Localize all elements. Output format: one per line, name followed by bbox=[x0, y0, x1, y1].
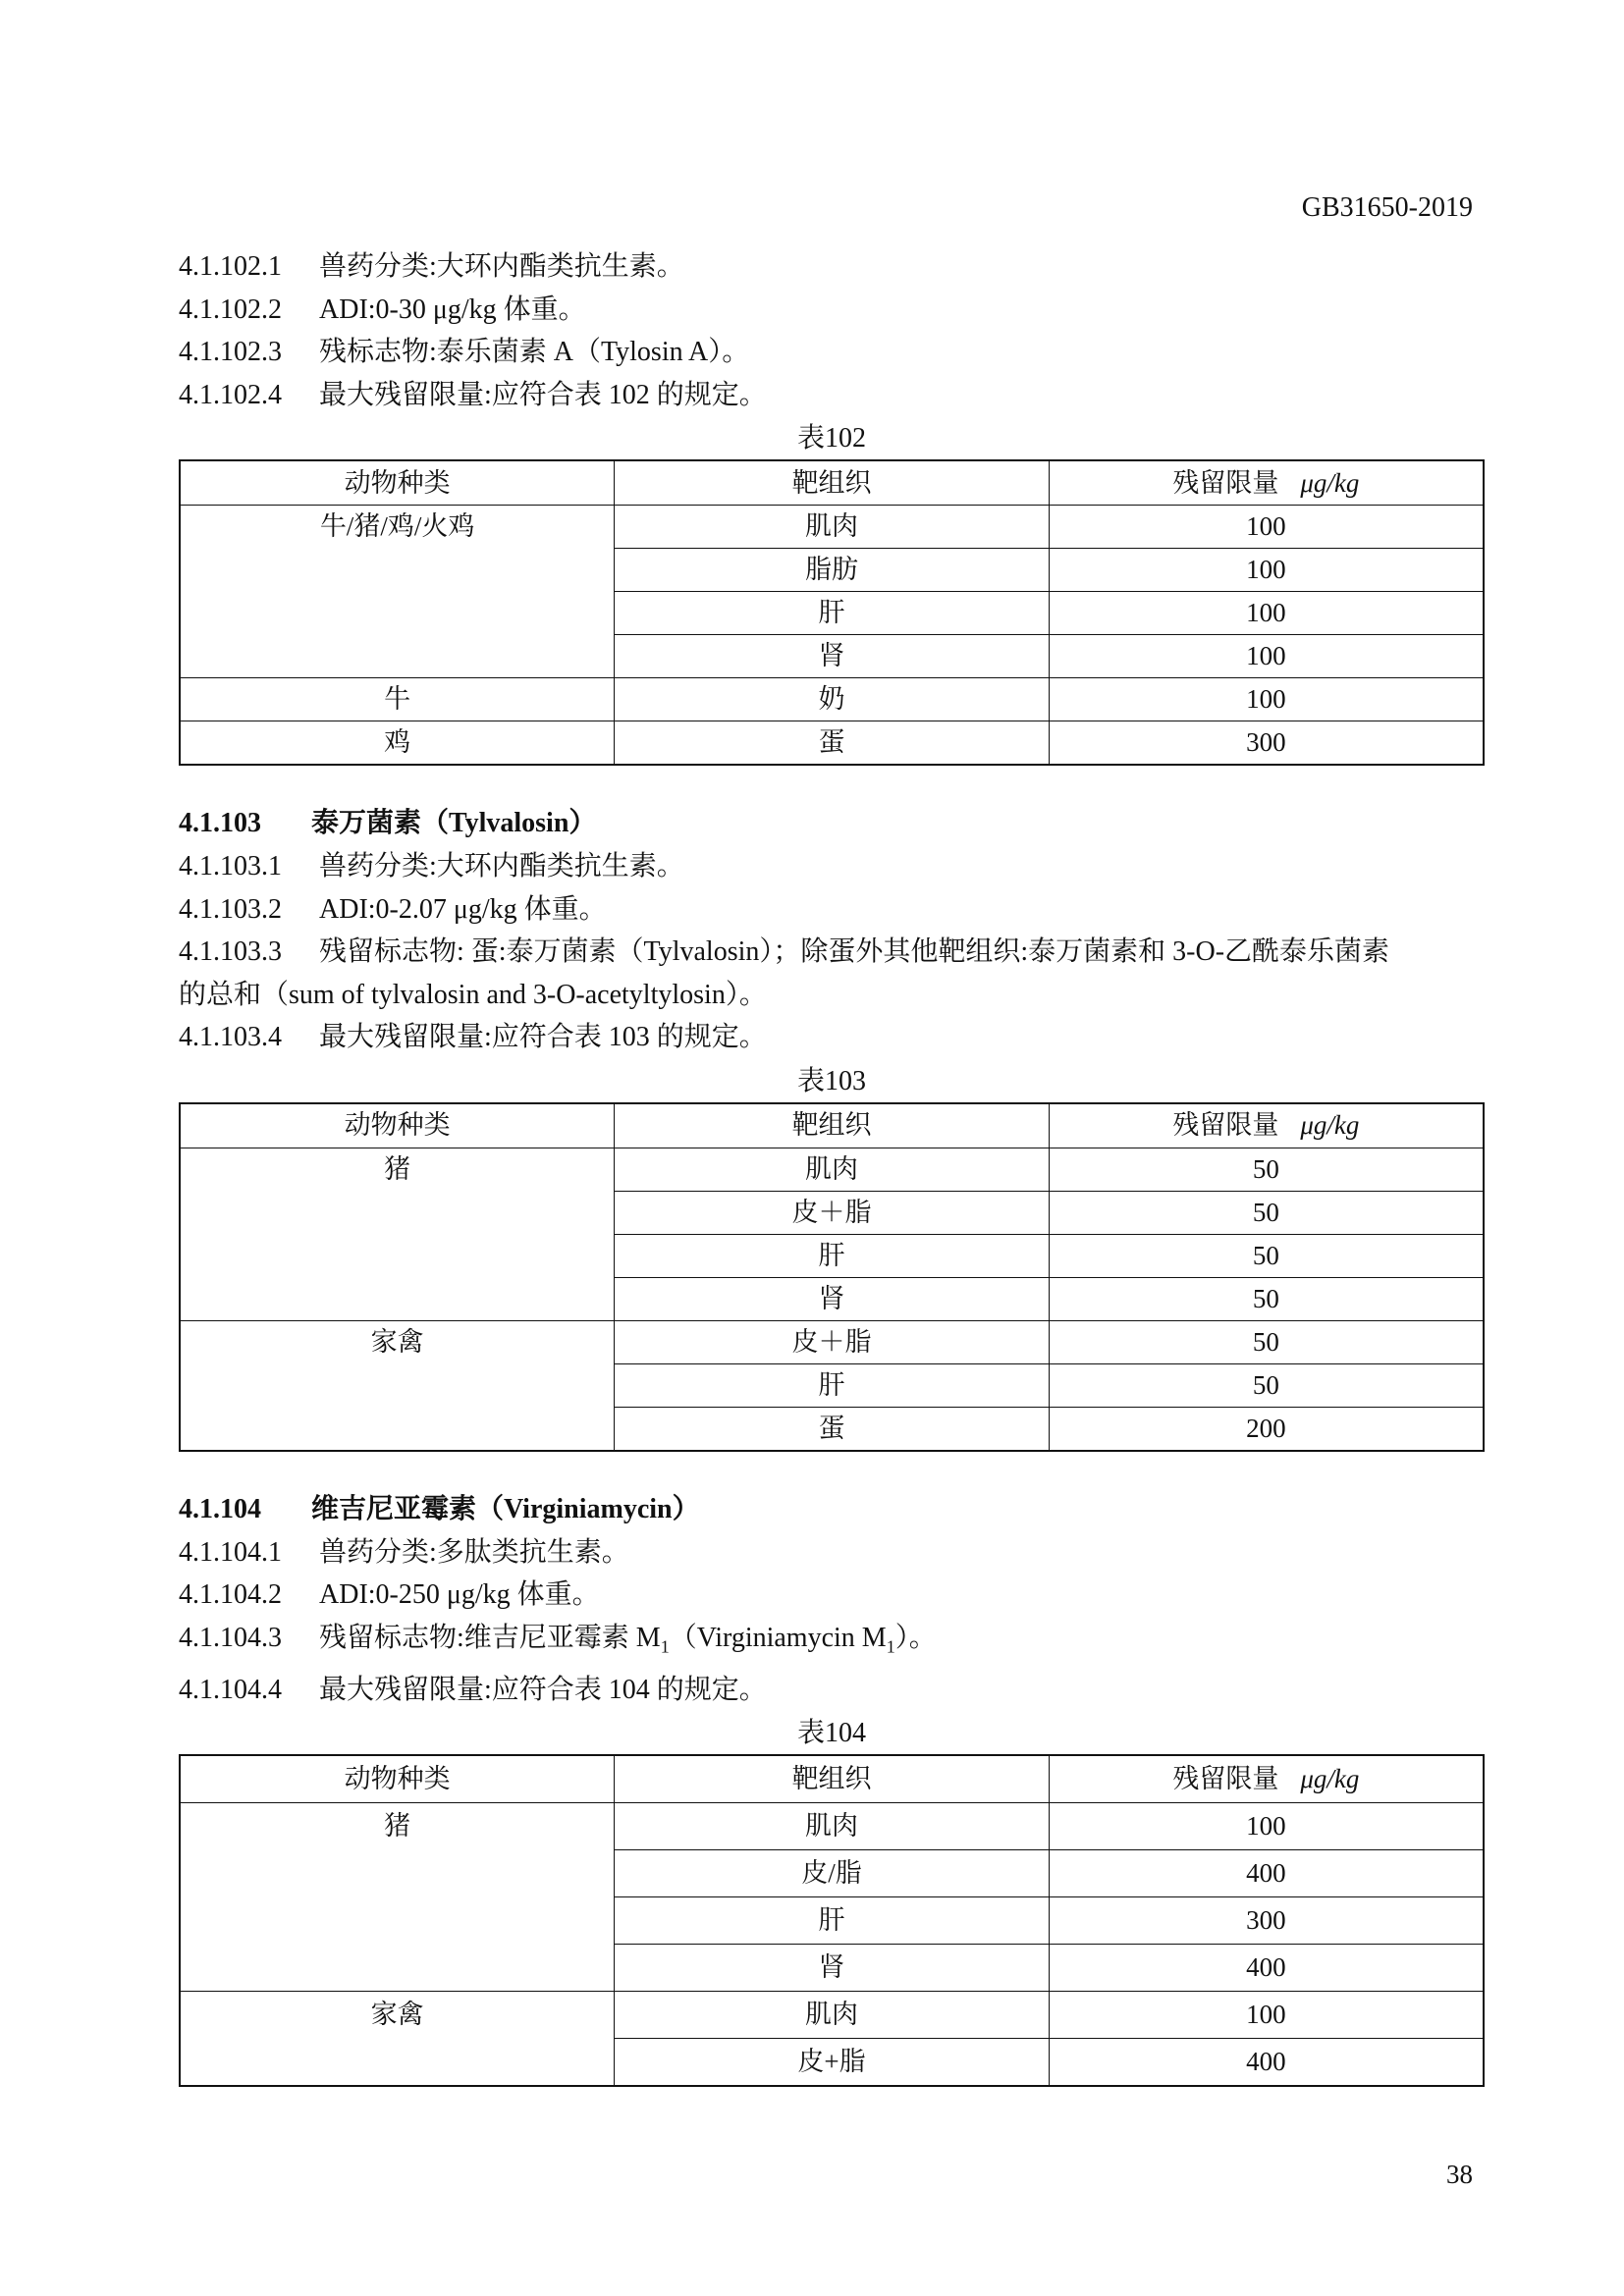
species-cell: 猪 bbox=[180, 1148, 615, 1320]
limit-cell: 50 bbox=[1049, 1191, 1484, 1234]
table-104-title: 表104 bbox=[796, 1718, 866, 1749]
clause-line bbox=[179, 1617, 1485, 1669]
clause-text: 的总和（sum of tylvalosin and 3-O-acetyltylosin）。 bbox=[179, 979, 767, 1010]
tissue-cell: 肌肉 bbox=[615, 1148, 1050, 1191]
section-103-clauses bbox=[179, 845, 1485, 1059]
clause-text-part: 残留标志物:维吉尼亚霉素 M bbox=[319, 1622, 661, 1653]
clause-number: 4.1.103.1 bbox=[179, 851, 282, 881]
subscript: 1 bbox=[886, 1636, 895, 1657]
heading-number: 4.1.103 bbox=[179, 808, 261, 838]
species-cell: 家禽 bbox=[180, 1992, 615, 2087]
clause-number: 4.1.103.4 bbox=[179, 1022, 282, 1052]
clause-line-continuation bbox=[179, 974, 1485, 1017]
limit-cell: 100 bbox=[1049, 635, 1484, 678]
limit-cell: 400 bbox=[1049, 1850, 1484, 1897]
limit-cell: 300 bbox=[1049, 1897, 1484, 1945]
species-cell: 牛/猪/鸡/火鸡 bbox=[180, 506, 615, 678]
column-header-species: 动物种类 bbox=[180, 1103, 615, 1148]
species-cell: 牛 bbox=[180, 678, 615, 721]
tissue-cell: 肝 bbox=[615, 592, 1050, 635]
section-104-heading bbox=[179, 1488, 1485, 1531]
section-104-clauses bbox=[179, 1531, 1485, 1712]
table-header-row bbox=[180, 460, 1484, 506]
clause-line bbox=[179, 374, 1485, 417]
table-row bbox=[180, 1992, 1484, 2039]
column-header-species: 动物种类 bbox=[180, 460, 615, 506]
subscript: 1 bbox=[660, 1636, 670, 1657]
tissue-cell: 肌肉 bbox=[615, 1803, 1050, 1850]
clause-text: 兽药分类:大环内酯类抗生素。 bbox=[319, 851, 684, 881]
table-102 bbox=[179, 459, 1485, 766]
tissue-cell: 肝 bbox=[615, 1897, 1050, 1945]
clause-number: 4.1.102.1 bbox=[179, 251, 282, 282]
table-row bbox=[180, 1803, 1484, 1850]
document-body bbox=[179, 245, 1485, 2087]
limit-cell: 100 bbox=[1049, 1803, 1484, 1850]
table-row bbox=[180, 506, 1484, 549]
tissue-cell: 肝 bbox=[615, 1363, 1050, 1407]
limit-cell: 100 bbox=[1049, 506, 1484, 549]
limit-cell: 400 bbox=[1049, 1945, 1484, 1992]
column-header-limit bbox=[1049, 1103, 1484, 1148]
clause-number: 4.1.102.2 bbox=[179, 294, 282, 325]
unit-label: μg/kg bbox=[1300, 1764, 1360, 1794]
tissue-cell: 皮＋脂 bbox=[615, 1320, 1050, 1363]
clause-text: 残留标志物: 蛋:泰万菌素（Tylvalosin）；除蛋外其他靶组织:泰万菌素和 3-O-乙酰泰乐菌素 bbox=[319, 936, 1390, 967]
clause-line bbox=[179, 1531, 1485, 1575]
limit-cell: 400 bbox=[1049, 2039, 1484, 2087]
column-header-species: 动物种类 bbox=[180, 1755, 615, 1803]
clause-number: 4.1.104.2 bbox=[179, 1579, 282, 1610]
clause-text: 最大残留限量:应符合表 103 的规定。 bbox=[319, 1022, 767, 1052]
column-header-limit bbox=[1049, 1755, 1484, 1803]
tissue-cell: 皮/脂 bbox=[615, 1850, 1050, 1897]
clause-text: 残标志物:泰乐菌素 A（Tylosin A）。 bbox=[319, 337, 750, 367]
species-cell: 鸡 bbox=[180, 721, 615, 766]
clause-line bbox=[179, 1016, 1485, 1059]
tissue-cell: 肾 bbox=[615, 1277, 1050, 1320]
table-103-title: 表103 bbox=[796, 1065, 866, 1096]
clause-line bbox=[179, 888, 1485, 932]
clause-line bbox=[179, 289, 1485, 332]
clause-text: ADI:0-30 μg/kg 体重。 bbox=[319, 294, 586, 325]
limit-cell: 50 bbox=[1049, 1363, 1484, 1407]
clause-text-part: ）。 bbox=[894, 1622, 937, 1653]
clause-text: 最大残留限量:应符合表 104 的规定。 bbox=[319, 1674, 767, 1705]
clause-line bbox=[179, 1669, 1485, 1712]
limit-cell: 300 bbox=[1049, 721, 1484, 766]
section-102-clauses bbox=[179, 245, 1485, 416]
table-row bbox=[180, 1148, 1484, 1191]
tissue-cell: 肌肉 bbox=[615, 1992, 1050, 2039]
clause-text: 兽药分类:大环内酯类抗生素。 bbox=[319, 251, 684, 282]
limit-label: 残留限量 bbox=[1172, 1110, 1279, 1140]
clause-text: ADI:0-250 μg/kg 体重。 bbox=[319, 1579, 600, 1610]
clause-text: ADI:0-2.07 μg/kg 体重。 bbox=[319, 893, 607, 925]
column-header-tissue: 靶组织 bbox=[615, 1755, 1050, 1803]
column-header-tissue: 靶组织 bbox=[615, 460, 1050, 506]
tissue-cell: 皮＋脂 bbox=[615, 1191, 1050, 1234]
unit-label: μg/kg bbox=[1300, 1110, 1360, 1140]
tissue-cell: 肾 bbox=[615, 635, 1050, 678]
tissue-cell: 蛋 bbox=[615, 721, 1050, 766]
limit-cell: 50 bbox=[1049, 1320, 1484, 1363]
limit-cell: 50 bbox=[1049, 1234, 1484, 1277]
limit-cell: 50 bbox=[1049, 1277, 1484, 1320]
tissue-cell: 奶 bbox=[615, 678, 1050, 721]
clause-text: 兽药分类:多肽类抗生素。 bbox=[319, 1536, 629, 1568]
clause-number: 4.1.102.4 bbox=[179, 379, 282, 410]
clause-text: 最大残留限量:应符合表 102 的规定。 bbox=[319, 379, 767, 410]
column-header-tissue: 靶组织 bbox=[615, 1103, 1050, 1148]
clause-number: 4.1.104.3 bbox=[179, 1622, 282, 1653]
clause-number: 4.1.104.1 bbox=[179, 1536, 282, 1568]
heading-text: 维吉尼亚霉素（Virginiamycin） bbox=[311, 1493, 700, 1524]
table-header-row bbox=[180, 1755, 1484, 1803]
species-cell: 家禽 bbox=[180, 1320, 615, 1451]
column-header-limit bbox=[1049, 460, 1484, 506]
limit-label: 残留限量 bbox=[1172, 1764, 1279, 1794]
unit-label: μg/kg bbox=[1300, 467, 1360, 498]
clause-line bbox=[179, 331, 1485, 374]
page-number: 38 bbox=[1446, 2160, 1473, 2189]
clause-number: 4.1.103.2 bbox=[179, 893, 282, 925]
clause-line bbox=[179, 245, 1485, 289]
table-header-row bbox=[180, 1103, 1484, 1148]
clause-line bbox=[179, 931, 1485, 974]
table-row bbox=[180, 1320, 1484, 1363]
clause-number: 4.1.104.4 bbox=[179, 1674, 282, 1705]
tissue-cell: 蛋 bbox=[615, 1407, 1050, 1451]
clause-text-part: （Virginiamycin M bbox=[669, 1622, 887, 1653]
limit-cell: 100 bbox=[1049, 549, 1484, 592]
heading-text: 泰万菌素（Tylvalosin） bbox=[311, 808, 597, 838]
table-102-title: 表102 bbox=[796, 423, 866, 454]
clause-number: 4.1.102.3 bbox=[179, 337, 282, 367]
table-103 bbox=[179, 1102, 1485, 1452]
tissue-cell: 肝 bbox=[615, 1234, 1050, 1277]
clause-number: 4.1.103.3 bbox=[179, 936, 282, 967]
tissue-cell: 皮+脂 bbox=[615, 2039, 1050, 2087]
species-cell: 猪 bbox=[180, 1803, 615, 1992]
limit-cell: 100 bbox=[1049, 1992, 1484, 2039]
clause-line bbox=[179, 845, 1485, 888]
limit-cell: 50 bbox=[1049, 1148, 1484, 1191]
clause-line bbox=[179, 1574, 1485, 1617]
standard-code-header: GB31650-2019 bbox=[1301, 192, 1473, 223]
limit-cell: 100 bbox=[1049, 592, 1484, 635]
heading-number: 4.1.104 bbox=[179, 1493, 261, 1524]
table-row bbox=[180, 721, 1484, 766]
section-103-heading bbox=[179, 802, 1485, 845]
limit-cell: 200 bbox=[1049, 1407, 1484, 1451]
tissue-cell: 脂肪 bbox=[615, 549, 1050, 592]
tissue-cell: 肌肉 bbox=[615, 506, 1050, 549]
table-104 bbox=[179, 1754, 1485, 2087]
limit-label: 残留限量 bbox=[1172, 467, 1279, 498]
limit-cell: 100 bbox=[1049, 678, 1484, 721]
table-row bbox=[180, 678, 1484, 721]
tissue-cell: 肾 bbox=[615, 1945, 1050, 1992]
